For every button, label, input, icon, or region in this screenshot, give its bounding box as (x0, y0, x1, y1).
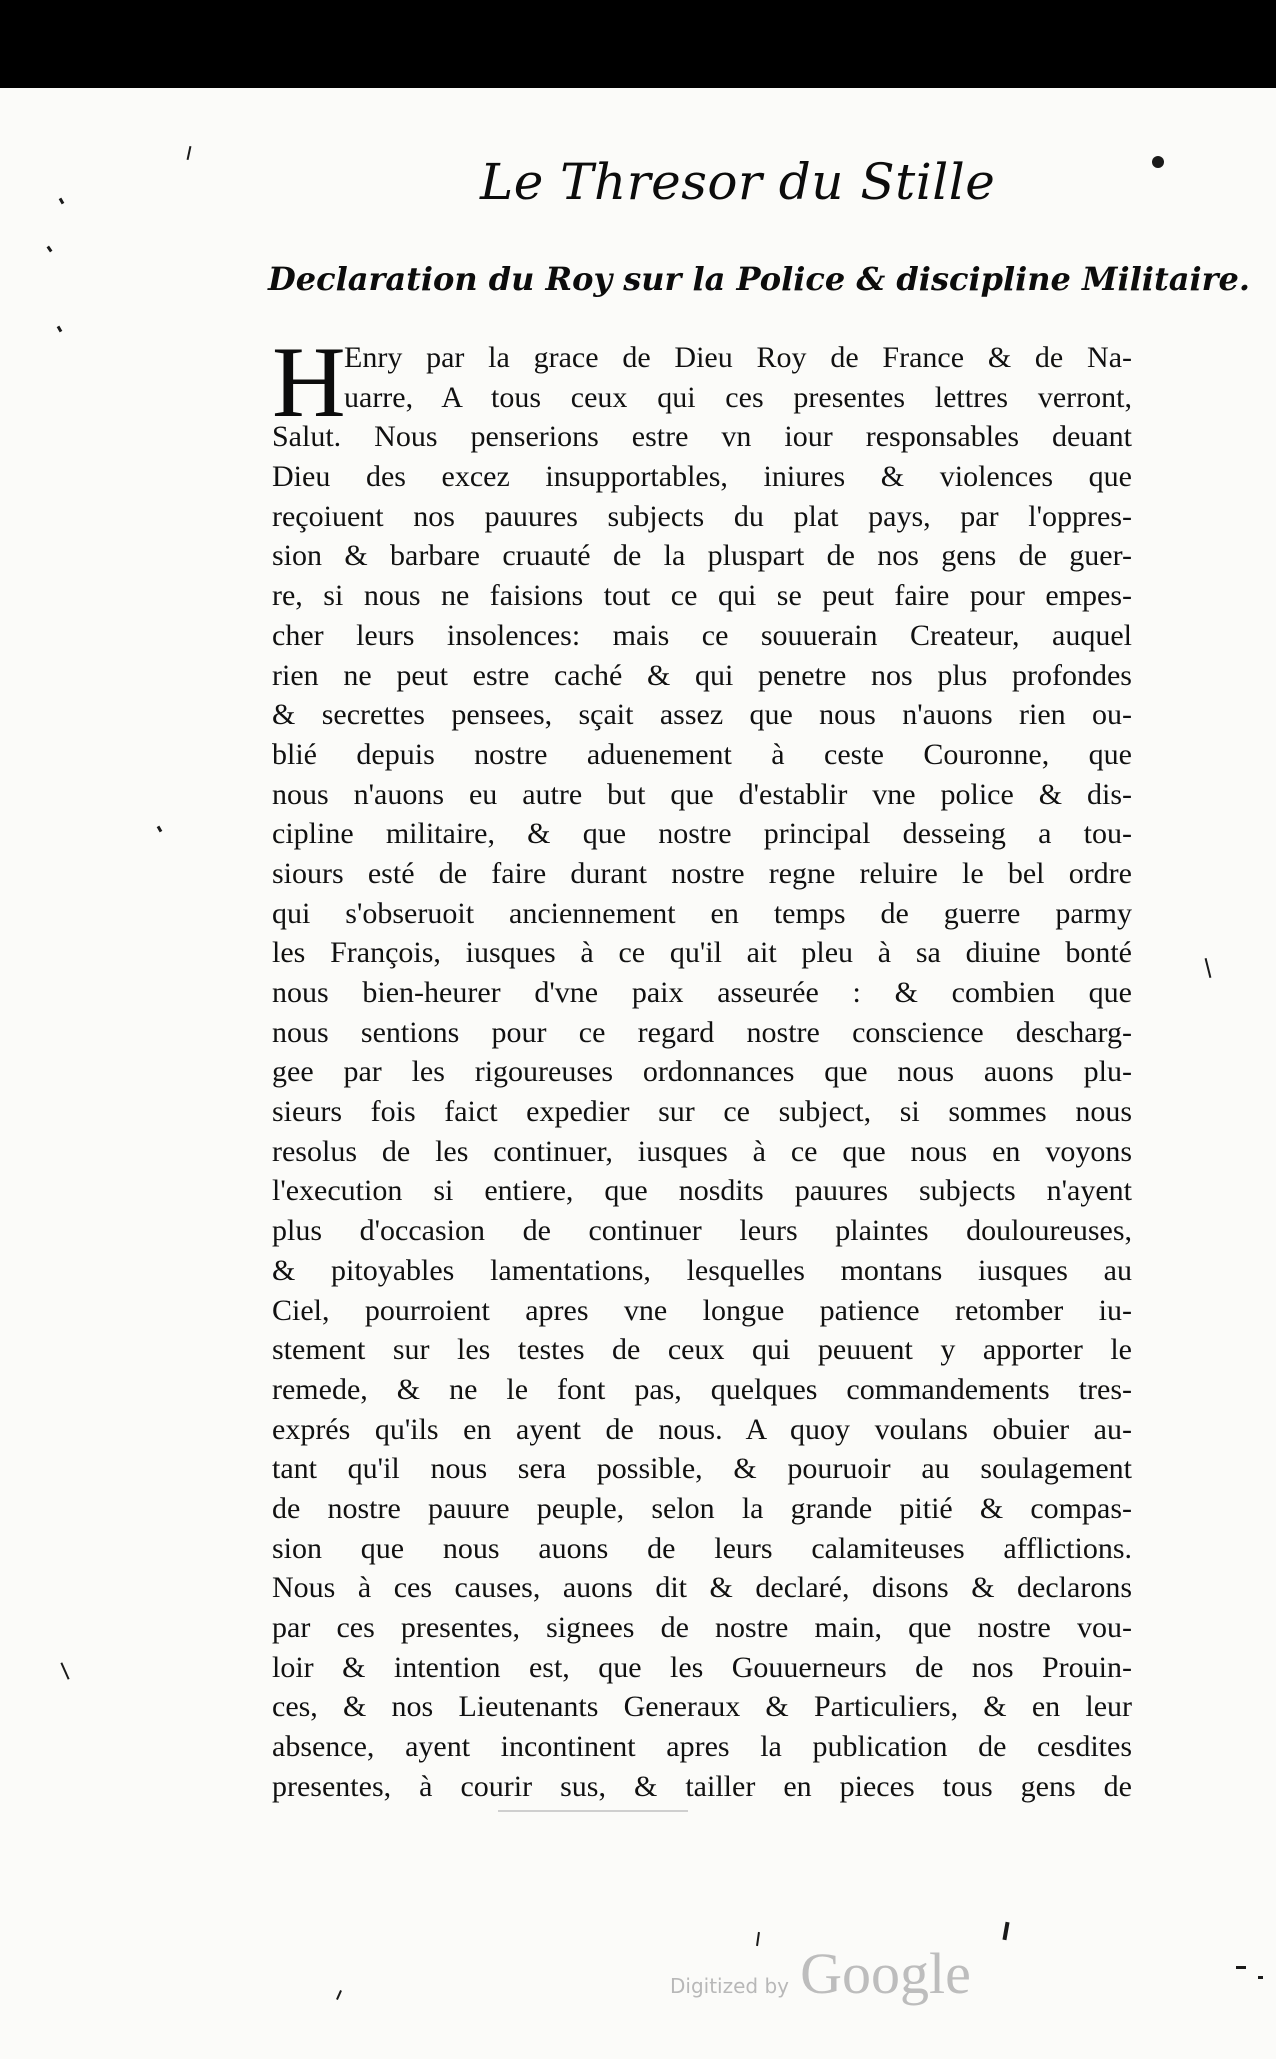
text-line: & pitoyables lamentations, lesquelles montans iusques au (272, 1253, 1132, 1287)
text-line: plus d'occasion de continuer leurs plaintes douloureuses, (272, 1214, 1132, 1248)
text-line: resolus de les continuer, iusques à ce que nous en voyons (272, 1134, 1132, 1168)
text-line: reçoiuent nos pauures subjects du plat pays, par l'oppres- (272, 499, 1132, 533)
text-line: gee par les rigoureuses ordonnances que nous auons plu- (272, 1055, 1132, 1089)
text-line: tant qu'il nous sera possible, & pouruoir au soulagement (272, 1452, 1132, 1486)
scan-speck (60, 1662, 69, 1679)
text-line: presentes, à courir sus, & tailler en pieces tous gens de (272, 1769, 1132, 1803)
text-line: remede, & ne le font pas, quelques commandements tres- (272, 1372, 1132, 1406)
digitized-by-google-watermark (670, 1940, 1030, 2006)
scan-speck (1205, 958, 1212, 978)
section-title: Declaration du Roy sur la Police & discipline Militaire. (268, 260, 1250, 298)
text-line: Nous à ces causes, auons dit & declaré, disons & declarons (272, 1571, 1132, 1605)
text-line: Dieu des excez insupportables, iniures & violences que (272, 460, 1132, 494)
text-line: Enry par la grace de Dieu Roy de France & de Na- (344, 341, 1132, 374)
text-line: Ciel, pourroient apres vne longue patience retomber iu- (272, 1293, 1132, 1327)
text-line: les François, iusques à ce qu'il ait pleu à sa diuine bonté (272, 936, 1132, 970)
body-text (272, 326, 1132, 1806)
text-line: sion & barbare cruauté de la pluspart de nos gens de guer- (272, 539, 1132, 573)
scan-speck (1258, 1976, 1263, 1979)
scan-speck (1002, 1922, 1009, 1940)
scan-speck (57, 326, 63, 333)
text-line: blié depuis nostre aduenement à ceste Couronne, que (272, 737, 1132, 771)
scan-speck (47, 246, 53, 253)
scan-speck (1152, 156, 1164, 168)
scan-speck (336, 1990, 342, 2000)
drop-cap: H (272, 326, 346, 439)
text-line: de nostre pauure peuple, selon la grande pitié & compas- (272, 1491, 1132, 1525)
text-line: loir & intention est, que les Gouuerneurs de nos Prouin- (272, 1650, 1132, 1684)
text-line: l'execution si entiere, que nosdits pauures subjects n'ayent (272, 1174, 1132, 1208)
text-line: Salut. Nous penserions estre vn iour responsables deuant (272, 420, 1132, 454)
running-head: Le Thresor du Stille (480, 153, 996, 211)
text-line: ces, & nos Lieutenants Generaux & Particuliers, & en leur (272, 1690, 1132, 1724)
scan-top-border (0, 0, 1276, 88)
text-line: & secrettes pensees, sçait assez que nous n'auons rien ou- (272, 698, 1132, 732)
text-line: nous n'auons eu autre but que d'establir vne police & dis- (272, 777, 1132, 811)
text-line: exprés qu'ils en ayent de nous. A quoy voulans obuier au- (272, 1412, 1132, 1446)
scan-speck (1236, 1966, 1246, 1969)
text-line: sion que nous auons de leurs calamiteuses afflictions. (272, 1531, 1132, 1565)
text-line: re, si nous ne faisions tout ce qui se peut faire pour empes- (272, 579, 1132, 613)
text-line: siours esté de faire durant nostre regne reluire le bel ordre (272, 856, 1132, 890)
text-line: qui s'obseruoit anciennement en temps de guerre parmy (272, 896, 1132, 930)
text-line: sieurs fois faict expedier sur ce subject, si sommes nous (272, 1095, 1132, 1129)
scan-speck (59, 198, 65, 205)
text-line: cipline militaire, & que nostre principal desseing a tou- (272, 817, 1132, 851)
scan-speck (157, 826, 163, 833)
text-line: par ces presentes, signees de nostre main, que nostre vou- (272, 1611, 1132, 1644)
text-line: nous sentions pour ce regard nostre conscience descharg- (272, 1015, 1132, 1049)
text-line: absence, ayent incontinent apres la publication de cesdites (272, 1730, 1132, 1764)
text-line: uarre, A tous ceux qui ces presentes lettres verront, (344, 380, 1132, 414)
scan-speck (187, 146, 192, 160)
text-line: rien ne peut estre caché & qui penetre nos plus profondes (272, 658, 1132, 692)
watermark-brand: Google (800, 1941, 971, 2006)
text-line: nous bien-heurer d'vne paix asseurée : & combien que (272, 976, 1132, 1009)
text-line: cher leurs insolences: mais ce souuerain Createur, auquel (272, 618, 1132, 652)
text-line: stement sur les testes de ceux qui peuuent y apporter le (272, 1333, 1132, 1367)
scan-speck (498, 1810, 688, 1812)
watermark-prefix: Digitized by (670, 1974, 789, 1998)
